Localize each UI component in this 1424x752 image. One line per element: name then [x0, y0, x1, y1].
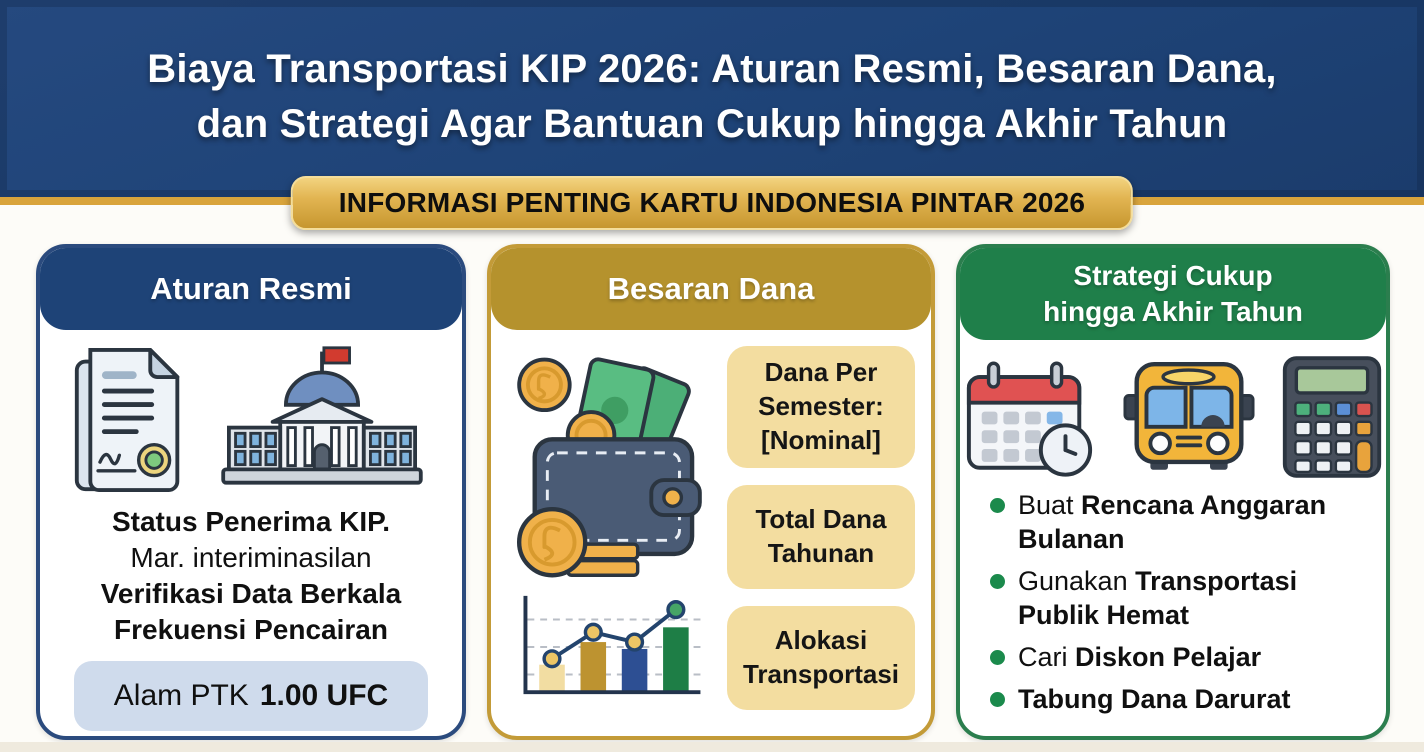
strategi-title-line-2: hingga Akhir Tahun [1043, 296, 1303, 327]
aturan-line: Frekuensi Pencairan [114, 614, 388, 645]
strategi-item [990, 488, 1368, 556]
card-besaran-title: Besaran Dana [491, 248, 931, 330]
header-badge: INFORMASI PENTING KARTU INDONESIA PINTAR 2026 [291, 176, 1133, 230]
aturan-line: Verifikasi Data Berkala [100, 578, 402, 609]
card-strategi [956, 244, 1390, 740]
strategi-bullet-list [990, 488, 1368, 716]
card-aturan-title: Aturan Resmi [40, 248, 462, 330]
government-building-icon [213, 344, 431, 496]
card-besaran-dana [487, 244, 935, 740]
header-banner [0, 0, 1424, 197]
pill-text-regular: Alam PTK [113, 679, 249, 712]
card-aturan-resmi [36, 244, 466, 740]
cards-row [36, 244, 1392, 740]
bullet-dot-icon [990, 650, 1005, 665]
title-line-1: Biaya Transportasi KIP 2026: Aturan Resmi, Besaran Dana, [147, 47, 1277, 91]
item-bold: Tabung Dana Darurat [1018, 684, 1291, 714]
strategi-item [990, 682, 1368, 716]
aturan-icons-row [40, 344, 462, 496]
bus-icon [1123, 357, 1255, 477]
item-bold: Diskon Pelajar [1075, 642, 1262, 672]
strategi-item [990, 564, 1368, 632]
strategi-item [990, 640, 1368, 674]
card-strategi-title [960, 248, 1386, 340]
aturan-line: Mar. interiminasilan [130, 542, 372, 573]
besaran-boxes [727, 346, 915, 710]
strategi-title-line-1: Strategi Cukup [1073, 259, 1273, 291]
item-prefix: Buat [1018, 490, 1082, 520]
strategi-icons-row [960, 354, 1386, 480]
calculator-icon [1279, 354, 1385, 480]
title-line-2: dan Strategi Agar Bantuan Cukup hingga Akhir Tahun [196, 102, 1228, 147]
page-title [0, 0, 1424, 152]
wallet-money-icon [505, 346, 715, 584]
calendar-clock-icon [961, 355, 1099, 479]
besaran-box-semester: Dana Per Semester: [Nominal] [727, 346, 915, 468]
item-prefix: Gunakan [1018, 566, 1136, 596]
besaran-box-tahunan: Total Dana Tahunan [727, 485, 915, 589]
bullet-dot-icon [990, 498, 1005, 513]
aturan-pill [74, 661, 428, 731]
bullet-dot-icon [990, 574, 1005, 589]
footer-strip [0, 742, 1424, 752]
besaran-illustrations [503, 346, 717, 710]
aturan-line: Status Penerima KIP. [111, 506, 391, 537]
document-certificate-icon [71, 346, 187, 496]
growth-chart-icon [509, 588, 711, 704]
item-bold: Rencana Anggaran Bulanan [1018, 490, 1327, 554]
pill-text-bold: 1.00 UFC [259, 679, 389, 712]
item-bold: Transportasi Publik Hemat [1018, 566, 1298, 630]
bullet-dot-icon [990, 692, 1005, 707]
aturan-text-block [40, 504, 462, 648]
besaran-body [491, 330, 931, 710]
besaran-box-alokasi: Alokasi Transportasi [727, 606, 915, 710]
item-prefix: Cari [1018, 642, 1076, 672]
